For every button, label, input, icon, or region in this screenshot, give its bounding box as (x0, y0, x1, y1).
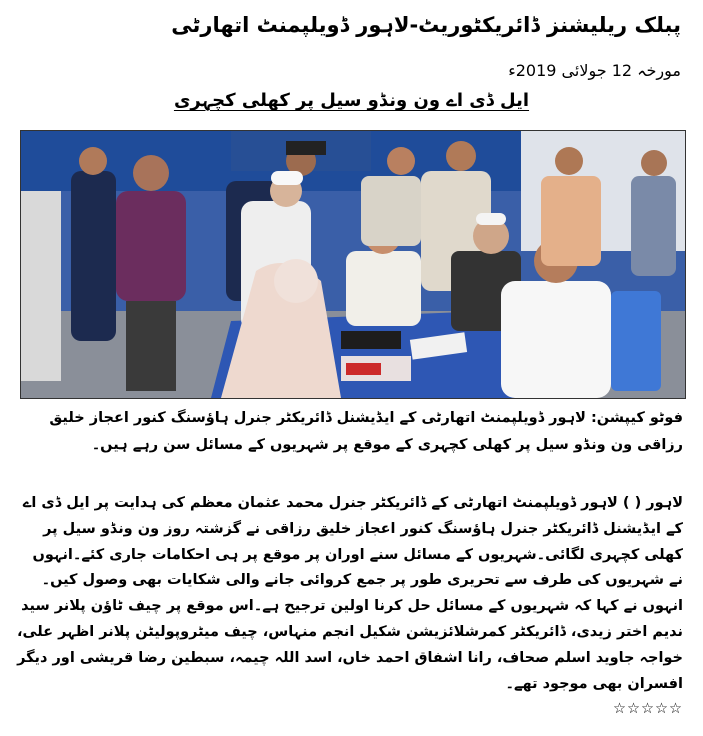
press-release-header: پبلک ریلیشنز ڈائریکٹوریٹ-لاہور ڈویلپمنٹ اتھارٹی (171, 13, 681, 37)
press-photo-illustration (21, 131, 685, 398)
subtitle-text: ایل ڈی اے ون ونڈو سیل پر کھلی کچہری (173, 90, 530, 111)
release-subtitle (0, 88, 703, 114)
press-release-body (14, 491, 683, 723)
release-date: مورخہ 12 جولائی 2019ء (508, 61, 681, 80)
body-paragraph-2: انہوں نے کہا کہ شہریوں کے مسائل حل کرنا اولین ترجیح ہے۔اس موقع پر چیف ٹاؤن پلانر سید ندیم اختر زیدی، ڈائریکٹر کمرشلائزیشن شکیل انجم منہاس، چیف میٹروپولیٹن پلانر اظہر علی، خواجہ جاوید اسلم صحاف، رانا اشفاق احمد خاں، اسد اللہ چیمہ، سبطین رضا قریشی اور دیگر افسران بھی موجود تھے۔ (17, 598, 683, 692)
end-stars: ☆☆☆☆☆ (613, 701, 683, 718)
body-paragraph-1: لاہور ( ) لاہور ڈویلپمنٹ اتھارٹی کے ڈائریکٹر جنرل محمد عثمان معظم کی ہدایت پر ایل ڈی اے کے ایڈیشنل ڈائریکٹر جنرل ہاؤسنگ کنور اعجاز خلیق رزاقی نے گزشتہ روز ون ونڈو سیل پر کھلی کچہری لگائی۔شہریوں کے مسائل سنے اوران پر موقع پر ہی احکامات جاری کئے۔انہوں نے شہریوں کی طرف سے تحریری طور پر جمع کروائی جانے والی شکایات بھی وصول کیں۔ (22, 495, 683, 589)
photo-caption: فوٹو کیپشن: لاہور ڈویلپمنٹ اتھارٹی کے ایڈیشنل ڈائریکٹر جنرل ہاؤسنگ کنور اعجاز خلیق رزاقی ون ونڈو سیل پر کھلی کچہری کے موقع پر شہریوں کے مسائل سن رہے ہیں۔ (49, 410, 683, 453)
press-photo (20, 130, 686, 399)
